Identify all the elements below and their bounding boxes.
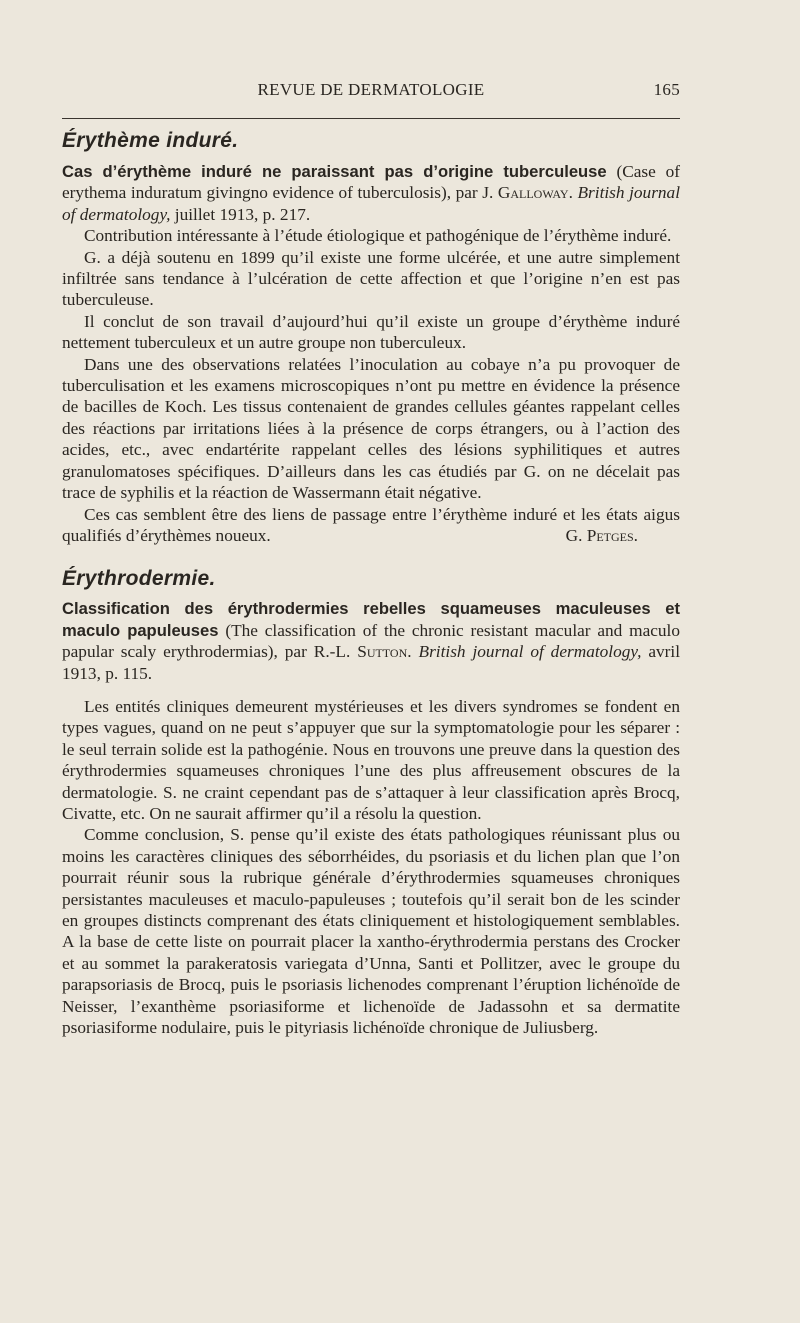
- paragraph: Il conclut de son travail d’aujourd’hui qu’il existe un groupe d’érythème induré nettement tuberculeux et un autre groupe non tuberculeux.: [62, 311, 680, 353]
- publication-date: juillet 1913, p. 217.: [170, 204, 311, 224]
- article-citation: [62, 161, 680, 225]
- publication-date: avril 1913, p. 115.: [62, 642, 681, 683]
- reference-separator: .: [568, 183, 578, 203]
- journal-name: British journal of dermatology,: [62, 183, 681, 224]
- reference-separator: .: [407, 642, 419, 662]
- article-title: Cas d’érythème induré ne paraissant pas d’origine tuberculeuse: [62, 162, 607, 181]
- article-reference: (The classification of the chronic resistant macular and maculo papular scaly erythrodermias), par R.-L.: [62, 620, 680, 662]
- paragraph: G. a déjà soutenu en 1899 qu’il existe une forme ulcérée, et une autre simplement infiltrée sans tendance à l’ulcération de cette affection et que l’origine n’en est pas tuberculeuse.: [62, 247, 680, 310]
- reviewer-signature: G. Petges.: [565, 525, 638, 545]
- paragraph: Comme conclusion, S. pense qu’il existe des états pathologiques réunissant plus ou moins les caractères cliniques des séborrhéides, du psoriasis et du lichen plan que l’on pourrait réunir sous la rubrique générale d’érythrodermies squameuses chroniques persistantes maculeuses et maculo-papuleuses ; toutefois qu’il serait bon de les scinder en groupes distincts comprenant des états cliniquement et histologiquement semblables. A la base de cette liste on pourrait placer la xantho-érythrodermia perstans des Crocker et au sommet la parakeratosis variegata d’Unna, Santi et Pollitzer, avec le groupe du parapsoriasis de Brocq, puis le psoriasis lichenodes comprenant l’éruption lichénoïde de Neisser, l’exanthème psoriasiforme et lichenoïde de Jadassohn et sa dermatite psoriasiforme nodulaire, puis le pityriasis lichénoïde chronique de Juliusberg.: [62, 825, 680, 1038]
- section-heading-erytheme-indure: Érythème induré.: [62, 129, 239, 152]
- paragraph: Les entités cliniques demeurent mystérieuses et les divers syndromes se fondent en types vagues, quand on ne peut s’appuyer que sur la symptomatologie pour les séparer : le seul terrain solide est la pathogénie. Nous en trouvons une preuve dans la question des érythrodermies squameuses chroniques l’une des plus affreusement obscures de la dermatologie. S. ne craint cependant pas de s’attaquer à leur classification après Brocq, Civatte, etc. On ne saurait affirmer qu’il a résolu la question.: [62, 696, 680, 823]
- paragraph: Contribution intéressante à l’étude étiologique et pathogénique de l’érythème induré.: [84, 226, 672, 246]
- article-reference: (Case of erythema induratum givingno evidence of tuberculosis), par J.: [62, 162, 681, 203]
- article-citation: [62, 598, 680, 684]
- article-title: Classification des érythrodermies rebelles squameuses maculeuses et maculo papuleuses: [62, 599, 680, 640]
- spacer: [62, 684, 680, 696]
- section-heading-erythrodermie: Érythrodermie.: [62, 567, 216, 591]
- journal-title: REVUE DE DERMATOLOGIE: [257, 80, 485, 99]
- running-header: [62, 80, 680, 102]
- journal-name: British journal of dermatology,: [418, 642, 642, 662]
- header-rule: [62, 118, 680, 119]
- paragraph: [62, 504, 680, 547]
- article-author: Galloway: [497, 183, 569, 203]
- page-number: 165: [653, 80, 680, 99]
- paragraph-text: Ces cas semblent être des liens de passage entre l’érythème induré et les états aigus qualifiés d’érythèmes noueux.: [62, 504, 680, 545]
- page-body: [62, 128, 680, 1038]
- article-author: Sutton: [357, 642, 408, 662]
- paragraph: Dans une des observations relatées l’inoculation au cobaye n’a pu provoquer de tuberculisation et les examens microscopiques n’ont pu mettre en évidence la présence de bacilles de Koch. Les tissus contenaient de grandes cellules géantes rappelant celles des réactions par irritations liées à la présence de corps étrangers, ou à l’action des acides, etc., avec endartérite rappelant celles des lésions syphilitiques et autres granulomatoses spécifiques. D’ailleurs dans les cas étudiés par G. on ne décelait pas trace de syphilis et la réaction de Wassermann était négative.: [62, 354, 680, 503]
